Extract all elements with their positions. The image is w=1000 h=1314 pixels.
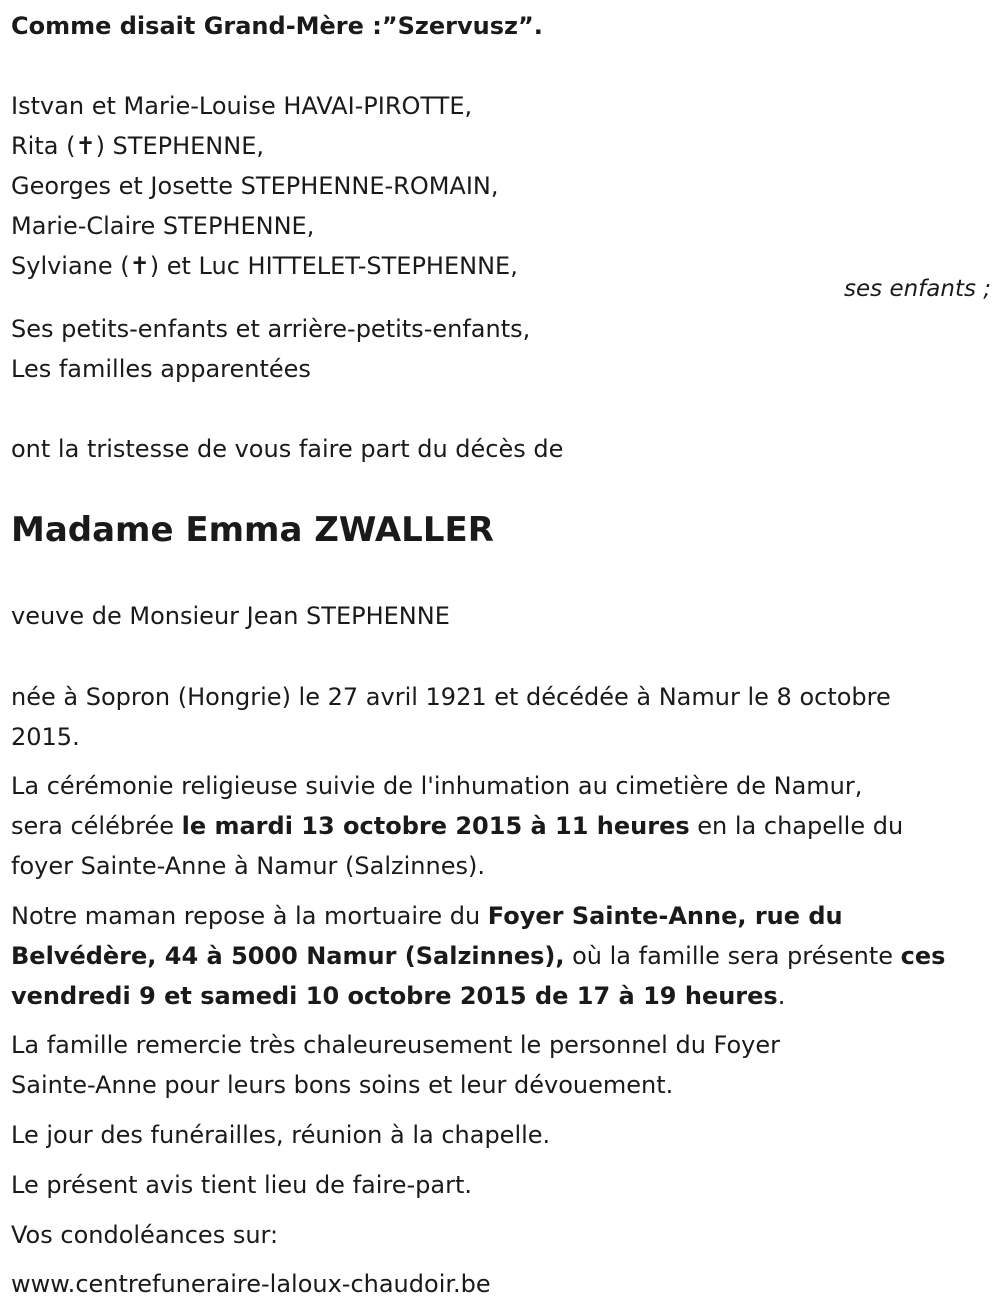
- thanks-line-1: La famille remercie très chaleureusement le personnel du Foyer: [11, 1031, 781, 1059]
- ceremony-line-2: [11, 811, 903, 841]
- child-line-5: Sylviane (✝) et Luc HITTELET-STEPHENNE,: [11, 252, 518, 280]
- child-line-4: Marie-Claire STEPHENNE,: [11, 212, 315, 240]
- funeral-day-line: Le jour des funérailles, réunion à la chapelle.: [11, 1121, 551, 1149]
- quote-heading: Comme disait Grand-Mère :”Szervusz”.: [11, 12, 543, 40]
- announcement-line: ont la tristesse de vous faire part du décès de: [11, 435, 564, 463]
- ceremony-text: sera célébrée: [11, 812, 182, 840]
- grandchildren-line: Ses petits-enfants et arrière-petits-enfants,: [11, 315, 531, 343]
- website-link[interactable]: www.centrefuneraire-laloux-chaudoir.be: [11, 1270, 491, 1298]
- birth-death-line-2: 2015.: [11, 723, 80, 751]
- child-line-3: Georges et Josette STEPHENNE-ROMAIN,: [11, 172, 499, 200]
- child-line-2: Rita (✝) STEPHENNE,: [11, 132, 264, 160]
- deceased-name: Madame Emma ZWALLER: [11, 510, 494, 550]
- rest-bold-ces: ces: [900, 942, 946, 970]
- notice-line: Le présent avis tient lieu de faire-part.: [11, 1171, 473, 1199]
- rest-place: Foyer Sainte-Anne, rue du: [487, 902, 843, 930]
- rest-line-2: [11, 941, 945, 971]
- child-line-1: Istvan et Marie-Louise HAVAI-PIROTTE,: [11, 92, 473, 120]
- rest-line-1: [11, 901, 843, 931]
- widow-of-line: veuve de Monsieur Jean STEPHENNE: [11, 602, 450, 630]
- ceremony-text-post: en la chapelle du: [689, 812, 904, 840]
- rest-line-3: [11, 981, 785, 1011]
- rest-period: .: [777, 982, 786, 1010]
- ceremony-line-1: La cérémonie religieuse suivie de l'inhumation au cimetière de Namur,: [11, 772, 863, 800]
- birth-death-line-1: née à Sopron (Hongrie) le 27 avril 1921 et décédée à Namur le 8 octobre: [11, 683, 891, 711]
- children-note: ses enfants ;: [844, 276, 991, 302]
- thanks-line-2: Sainte-Anne pour leurs bons soins et leur dévouement.: [11, 1071, 674, 1099]
- rest-text: Notre maman repose à la mortuaire du: [11, 902, 488, 930]
- ceremony-line-3: foyer Sainte-Anne à Namur (Salzinnes).: [11, 852, 485, 880]
- visiting-hours: vendredi 9 et samedi 10 octobre 2015 de 17 à 19 heures: [11, 982, 778, 1010]
- rest-address: Belvédère, 44 à 5000 Namur (Salzinnes),: [11, 942, 565, 970]
- relatives-line: Les familles apparentées: [11, 355, 311, 383]
- condolences-label: Vos condoléances sur:: [11, 1221, 279, 1249]
- ceremony-date: le mardi 13 octobre 2015 à 11 heures: [181, 812, 690, 840]
- rest-text-mid: où la famille sera présente: [564, 942, 901, 970]
